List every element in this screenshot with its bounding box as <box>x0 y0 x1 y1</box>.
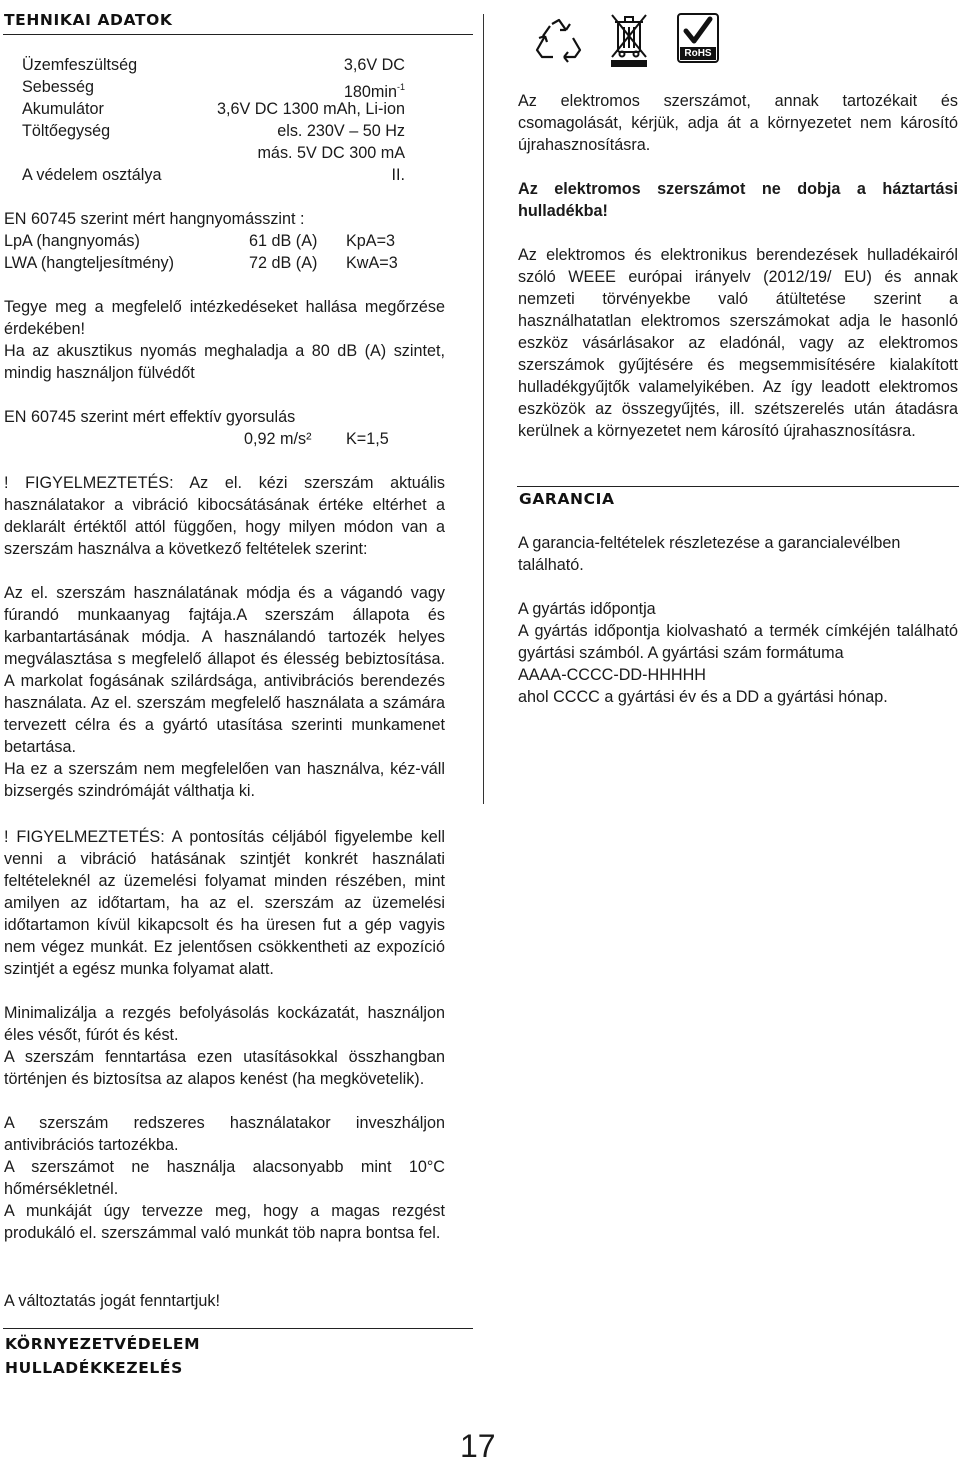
env-heading-1: KÖRNYEZETVÉDELEM <box>5 1335 201 1353</box>
page-number: 17 <box>460 1428 496 1464</box>
hearing-text-2: Ha az akusztikus nyomás meghaladja a 80 dB (A) szintet, mindig használjon fülvédőt <box>4 342 445 382</box>
vibration-tip: A munkáját úgy tervezze meg, hogy a magas rezgést produkáló el. szerszámmal való munkát töb napra bontsa fel. <box>4 1202 445 1242</box>
warranty-text-1: A garancia-feltételek részletezése a garancialevélben található. <box>518 534 901 574</box>
spec-value-speed <box>200 76 405 101</box>
serial-format: AAAA-CCCC-DD-HHHHH <box>518 666 706 684</box>
warning-1-syndrome: Ha ez a szerszám nem megfelelően van használva, kéz-váll bizsergés szindrómáját válthatja ki. <box>4 760 445 800</box>
noise-k: KwA=3 <box>346 254 398 272</box>
spec-label: A védelem osztálya <box>22 166 162 184</box>
noise-label: LpA (hangnyomás) <box>4 232 140 250</box>
spec-value: II. <box>391 166 405 184</box>
warranty-heading: GARANCIA <box>519 490 615 508</box>
spec-value-sup: -1 <box>396 82 405 92</box>
noise-heading: EN 60745 szerint mért hangnyomásszint : <box>4 210 305 228</box>
env-text-2: Az elektromos szerszámot ne dobja a háztartási hulladékba! <box>518 180 958 220</box>
warning-1: ! FIGYELMEZTETÉS: Az el. kézi szerszám aktuális használatakor a vibráció kibocsátásának értéke eltérhet a deklarált értéktől attól függően, hogy milyen módon van a szerszám használva a következő feltételek szerint: <box>4 474 445 558</box>
tech-heading: TEHNIKAI ADATOK <box>4 11 173 29</box>
spec-value: els. 230V – 50 Hz <box>277 122 405 140</box>
rights-notice: A változtatás jogát fenntartjuk! <box>4 1292 220 1310</box>
warranty-text-2: A gyártás időpontja kiolvasható a termék címkéjén található gyártási számból. A gyártási szám formátuma <box>518 622 958 662</box>
spec-label: Akumulátor <box>22 100 104 118</box>
spec-value: 3,6V DC <box>343 56 405 74</box>
spec-value: 3,6V DC 1300 mAh, Li-ion <box>216 100 405 118</box>
crossed-bin-icon <box>609 12 649 68</box>
vibration-tip: Minimalizálja a rezgés befolyásolás kockázatát, használjon éles vésőt, fúrót és kést. <box>4 1004 445 1044</box>
vibration-heading: EN 60745 szerint mért effektív gyorsulás <box>4 408 296 426</box>
vibration-value: 0,92 m/s² <box>244 430 312 448</box>
warning-2: ! FIGYELMEZTETÉS: A pontosítás céljából figyelembe kell venni a vibráció hatásának szintjét konkrét használati feltételeknél az üzemelési folyamat minden részében, mint amilyen az időtartam, ha az el. szerszám az üzemelési időtartamon kívül kikapcsolt és ha üresen fut a gép vagyis nem végez munkát. Ez jelentősen csökkentheti az expozíció szintjét a egész munka folyamat alatt. <box>4 828 445 978</box>
spec-label: Sebesség <box>22 78 94 96</box>
spec-label: Üzemfeszültség <box>22 56 138 74</box>
warranty-text-3: ahol CCCC a gyártási év és a DD a gyártási hónap. <box>518 688 888 706</box>
noise-value: 61 dB (A) <box>249 232 318 250</box>
env-heading-2: HULLADÉKKEZELÉS <box>5 1359 183 1377</box>
spec-value: 180min <box>343 83 397 101</box>
vibration-tip: A szerszám redszeres használatakor inveszháljon antivibrációs tartozékba. <box>4 1114 445 1154</box>
vibration-tip: A szerszám fenntartása ezen utasításokkal összhangban történjen és biztosítsa az alapos kenést (ha megkövetelik). <box>4 1048 445 1088</box>
hearing-text-1: Tegye meg a megfelelő intézkedéseket hallása megőrzése érdekében! <box>4 298 445 338</box>
vibration-tip: A szerszámot ne használja alacsonyabb mint 10°C hőmérsékletnél. <box>4 1158 445 1198</box>
vibration-k: K=1,5 <box>346 430 389 448</box>
rohs-icon <box>677 13 719 63</box>
noise-label: LWA (hangteljesítmény) <box>4 254 175 272</box>
noise-k: KpA=3 <box>346 232 396 250</box>
column-divider <box>483 14 484 804</box>
rohs-label: RoHS <box>684 48 712 59</box>
spec-label: Töltőegység <box>22 122 111 140</box>
manufacture-date-heading: A gyártás időpontja <box>518 600 656 618</box>
spec-value: más. 5V DC 300 mA <box>257 144 405 162</box>
recycle-icon <box>533 16 585 64</box>
warning-1-conditions: Az el. szerszám használatának módja és a vágandó vagy fúrandó munkaanyag fajtája.A szerszám állapota és karbantartásának módja. A használandó tartozék helyes megválasztása s megfelelő állapot és élesség bebiztosítása. A markolat fogásának szilárdsága, antivibrációs berendezés használata. Az el. szerszám megfelelő használata a számára tervezett célra és a gyártó utasítása szerinti munkamenet betartása. <box>4 584 445 756</box>
noise-value: 72 dB (A) <box>249 254 318 272</box>
env-text-3: Az elektromos és elektronikus berendezések hulladékairól szóló WEEE európai irányelv (2012/19/ EU) és annak nemzeti törvényekbe való átültetése szerint a használhatatlan elektromos szerszámokat adja le hasonló eszköz vásárlásakor az eladónál, vagy az elektromos szerszámok gyűjtésére és megsemmisítésére kialakított hulladékgyűjtők valamelyikében. Az így leadott elektromos eszközök az összegyűjtés, ill. szétszerelés után átadásra kerülnek a környezetet nem károsító újrahasznosításra. <box>518 246 958 440</box>
env-text-1: Az elektromos szerszámot, annak tartozékait és csomagolását, kérjük, adja át a környezetet nem károsító újrahasznosításra. <box>518 92 958 154</box>
env-heading-box <box>3 1328 473 1329</box>
tech-heading-box <box>3 8 473 35</box>
